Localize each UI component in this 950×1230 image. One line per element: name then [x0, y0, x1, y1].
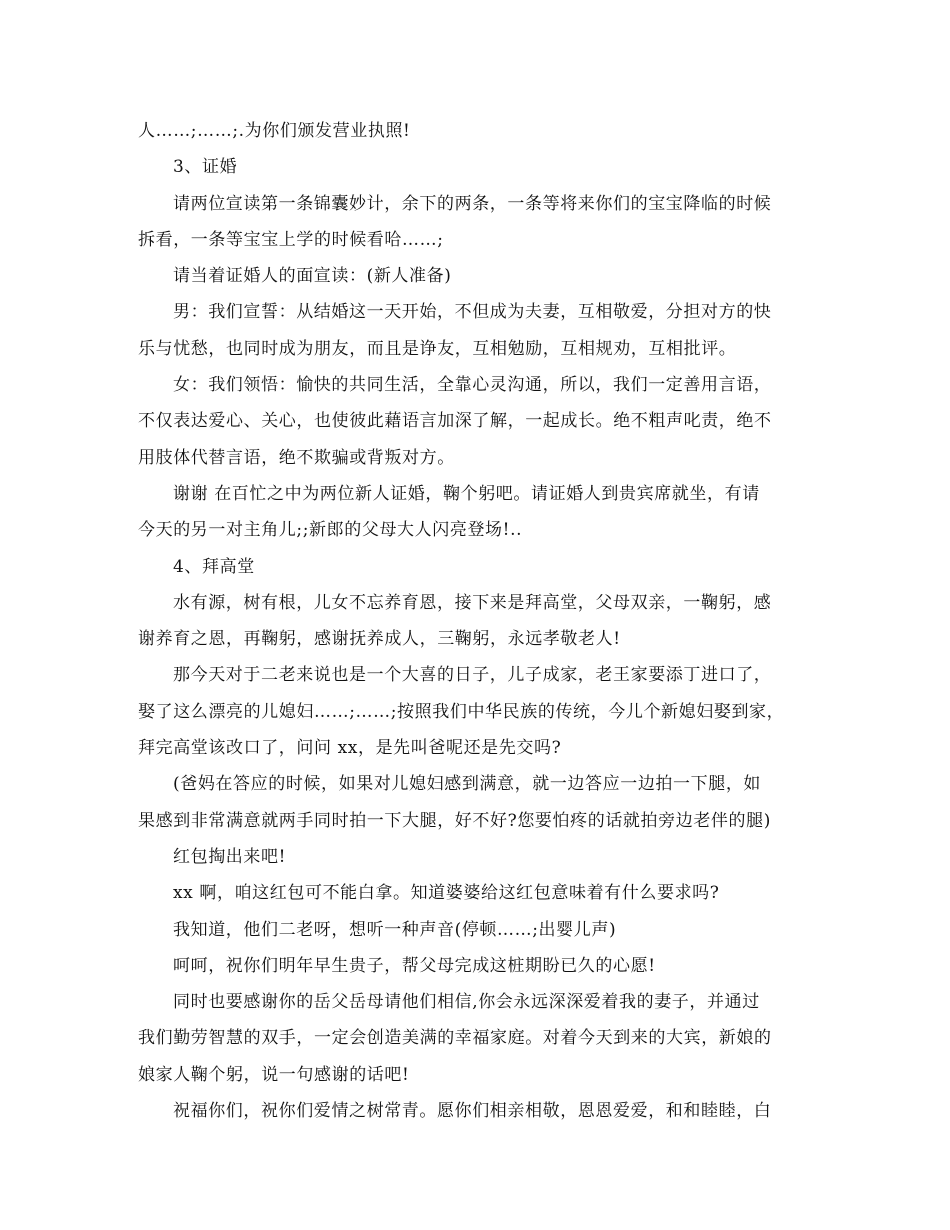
text-line: 同时也要感谢你的岳父岳母请他们相信,你会永远深深爱着我的妻子，并通过: [173, 992, 760, 1013]
text-line: 请两位宣读第一条锦囊妙计，余下的两条，一条等将来你们的宝宝降临的时候: [173, 193, 772, 214]
text-line: 请当着证婚人的面宣读：(新人准备): [173, 266, 452, 287]
text-line: 用肢体代替言语，绝不欺骗或背叛对方。: [138, 447, 455, 468]
text-line: (爸妈在答应的时候，如果对儿媳妇感到满意，就一边答应一边拍一下腿，如: [173, 774, 762, 795]
text-line: 人……;……;.为你们颁发营业执照!: [138, 121, 411, 141]
text-line: 乐与忧愁，也同时成为朋友，而且是诤友，互相勉励，互相规劝，互相批评。: [138, 338, 737, 359]
text-line: 拆看，一条等宝宝上学的时候看哈……;: [138, 229, 444, 250]
document-body: [138, 113, 818, 1129]
text-line: 不仅表达爱心、关心，也使彼此藉语言加深了解，一起成长。绝不粗声叱责，绝不: [138, 411, 772, 432]
text-line: xx 啊，咱这红包可不能白拿。知道婆婆给这红包意味着有什么要求吗?: [173, 883, 720, 904]
text-line: 那今天对于二老来说也是一个大喜的日子，儿子成家，老王家要添丁进口了，: [173, 665, 772, 686]
text-line: 4、拜高堂: [173, 556, 255, 577]
text-line: 拜完高堂该改口了，问问 xx，是先叫爸呢还是先交吗?: [138, 738, 562, 759]
text-line: 娶了这么漂亮的儿媳妇……;……;按照我们中华民族的传统，今儿个新媳妇娶到家，: [138, 701, 785, 722]
text-line: 水有源，树有根，儿女不忘养育恩，接下来是拜高堂，父母双亲，一鞠躬，感: [173, 592, 772, 613]
text-line: 呵呵，祝你们明年早生贵子，帮父母完成这桩期盼已久的心愿!: [173, 955, 656, 976]
text-line: 娘家人鞠个躬，说一句感谢的话吧!: [138, 1064, 410, 1085]
text-line: 女：我们领悟：愉快的共同生活，全靠心灵沟通，所以，我们一定善用言语，: [173, 375, 772, 396]
text-line: 果感到非常满意就两手同时拍一下大腿，好不好?您要怕疼的话就拍旁边老伴的腿): [138, 810, 771, 831]
text-line: 祝福你们，祝你们爱情之树常青。愿你们相亲相敬，恩恩爱爱，和和睦睦，白: [173, 1101, 772, 1122]
text-line: 男：我们宣誓：从结婚这一天开始，不但成为夫妻，互相敬爱，分担对方的快: [173, 302, 772, 323]
text-line: 我知道，他们二老呀，想听一种声音(停顿……;出婴儿声): [173, 919, 617, 940]
text-line: 谢养育之恩，再鞠躬，感谢抚养成人，三鞠躬，永远孝敬老人!: [138, 629, 621, 650]
text-line: 3、证婚: [173, 157, 238, 178]
text-line: 今天的另一对主角儿;;新郎的父母大人闪亮登场!..: [138, 520, 523, 541]
text-line: 红包掏出来吧!: [173, 846, 287, 867]
text-line: 我们勤劳智慧的双手，一定会创造美满的幸福家庭。对着今天到来的大宾，新娘的: [138, 1028, 772, 1049]
text-line: 谢谢 在百忙之中为两位新人证婚，鞠个躬吧。请证婚人到贵宾席就坐，有请: [173, 483, 760, 504]
